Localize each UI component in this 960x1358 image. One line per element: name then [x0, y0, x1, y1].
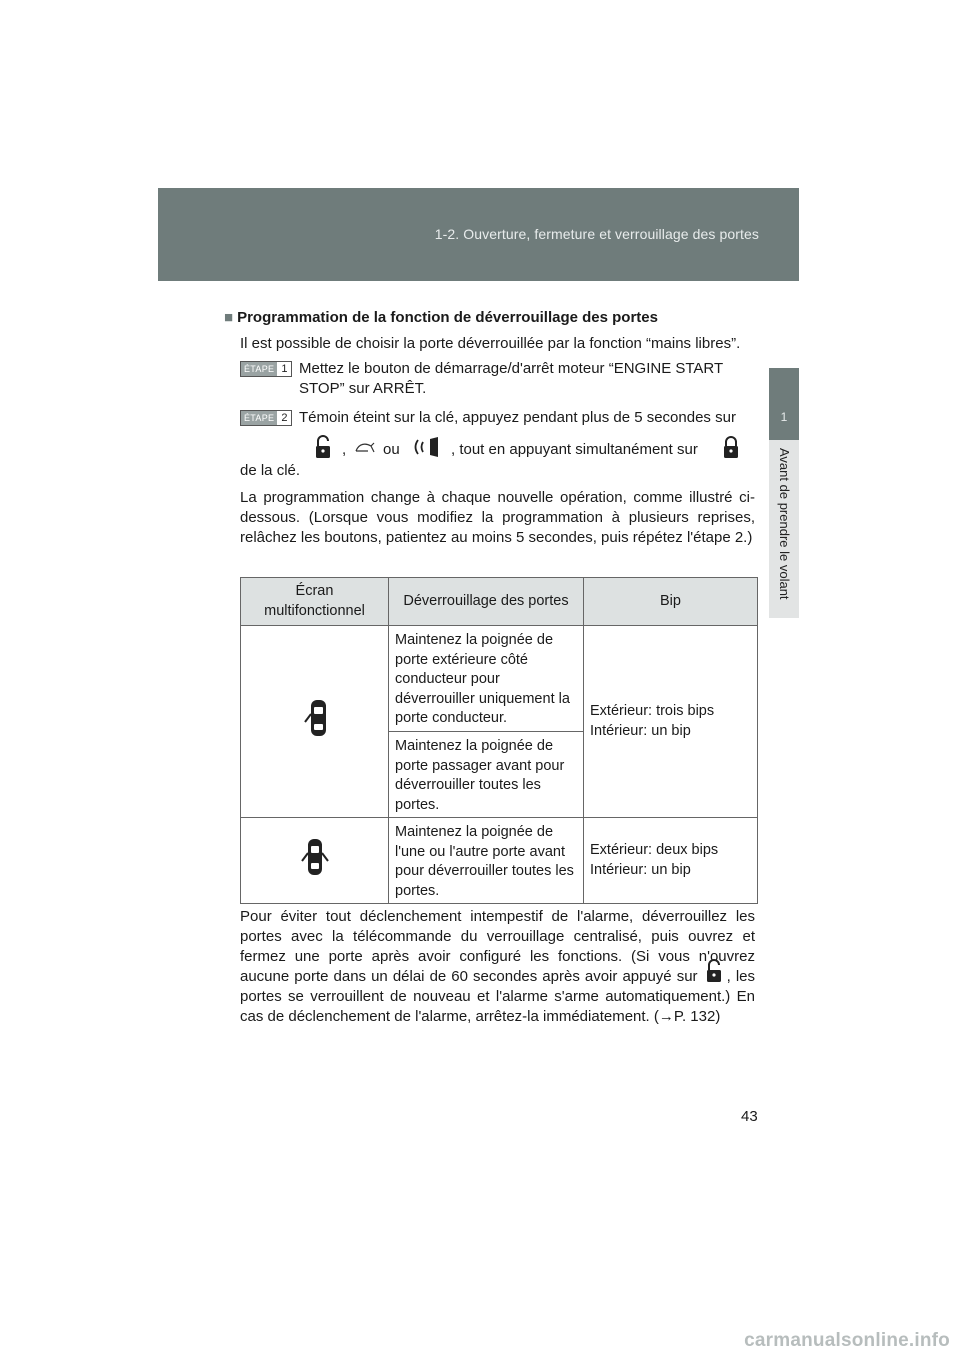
page-number: 43 [741, 1108, 758, 1125]
beep-inside: Intérieur: un bip [590, 861, 691, 878]
step-2-line-1: Témoin éteint sur la clé, appuyez pendant plus de 5 secondes sur [299, 409, 736, 426]
step-2-or: ou [383, 441, 400, 458]
table-cell-unlock: Maintenez la poignée de l'une ou l'autre porte avant pour déverrouiller toutes les portes. [389, 818, 584, 904]
square-bullet-icon: ■ [224, 309, 234, 326]
programming-table [240, 577, 758, 904]
step-2-line-2-rest: , tout en appuyant simultanément sur [451, 441, 698, 458]
step-2-badge [240, 410, 292, 426]
table-cell-beep [584, 626, 758, 818]
beep-inside: Intérieur: un bip [590, 722, 691, 739]
chapter-title: 1-2. Ouverture, fermeture et verrouillage des portes [434, 226, 759, 242]
alarm-note [240, 907, 755, 1027]
column-header-screen: Écran multifonctionnel [241, 578, 389, 626]
step-1-line-1: Mettez le bouton de démarrage/d'arrêt moteur “ENGINE START [299, 360, 724, 377]
section-heading [224, 309, 658, 326]
horn-icon [354, 440, 376, 456]
page-reference-link[interactable]: →P. 132 [658, 1008, 716, 1025]
chapter-number: 1 [780, 410, 788, 424]
step-1-badge [240, 361, 292, 377]
step-badge-number: 2 [281, 412, 288, 424]
chapter-tab [769, 368, 799, 440]
table-row [241, 818, 758, 904]
step-badge-label: ÉTAPE [241, 411, 277, 425]
alarm-note-text-1: Pour éviter tout déclenchement intempestif de l'alarme, déverrouillez les portes avec la télécommande du verrouillage centralisé, puis ouvrez et fermez une porte après avoir configuré les fonctions. (Si vous n'ouvrez aucune porte dans un délai de 60 secondes après avoir appuyé sur [240, 908, 755, 985]
column-header-unlock: Déverrouillage des portes [389, 578, 584, 626]
step-2-line-3: de la clé. [240, 462, 301, 479]
section-heading-text: Programmation de la fonction de déverrouillage des portes [237, 309, 658, 326]
table-cell-unlock: Maintenez la poignée de porte passager avant pour déverrouiller toutes les portes. [389, 732, 584, 818]
unlock-icon-inline [703, 967, 727, 981]
column-header-beep: Bip [584, 578, 758, 626]
table-row [241, 626, 758, 732]
table-cell-unlock: Maintenez la poignée de porte extérieure côté conducteur pour déverrouiller uniquement la porte conducteur. [389, 626, 584, 732]
watermark: carmanualsonline.info [744, 1330, 950, 1351]
step-badge-number: 1 [281, 363, 288, 375]
table-cell-icon [241, 818, 389, 904]
beep-outside: Extérieur: deux bips [590, 842, 719, 858]
unlock-icon [705, 959, 723, 983]
table-header-row [241, 578, 758, 626]
step-2-separator: , [342, 441, 347, 458]
beep-outside: Extérieur: trois bips [590, 703, 715, 719]
lock-icon [722, 435, 740, 459]
chapter-label: Avant de prendre le volant [777, 448, 792, 600]
intro-text: Il est possible de choisir la porte déverrouillée par la fonction “mains libres”. [240, 335, 741, 352]
unlock-icon [314, 435, 332, 459]
car-all-doors-icon [300, 837, 330, 877]
alarm-note-close: ) [715, 1008, 721, 1025]
signal-icon [412, 436, 444, 458]
table-cell-icon [241, 626, 389, 818]
step-badge-label: ÉTAPE [241, 362, 277, 376]
step-1-line-2: STOP” sur ARRÊT. [299, 380, 427, 397]
car-driver-door-icon [302, 698, 328, 738]
table-cell-beep [584, 818, 758, 904]
chapter-header [158, 188, 799, 281]
alarm-note-text-2: , les portes se verrouillent de nouveau et l'alarme s'arme automatiquement.) En cas de déclenchement de l'alarme, arrêtez-la immédiatement. ( [240, 968, 756, 1025]
explanation-text: La programmation change à chaque nouvelle opération, comme illustré ci-dessous. (Lorsque vous modifiez la programmation à plusieurs reprises, relâchez les boutons, patientez au moins 5 secondes, puis répétez l'étape 2.) [240, 489, 755, 546]
